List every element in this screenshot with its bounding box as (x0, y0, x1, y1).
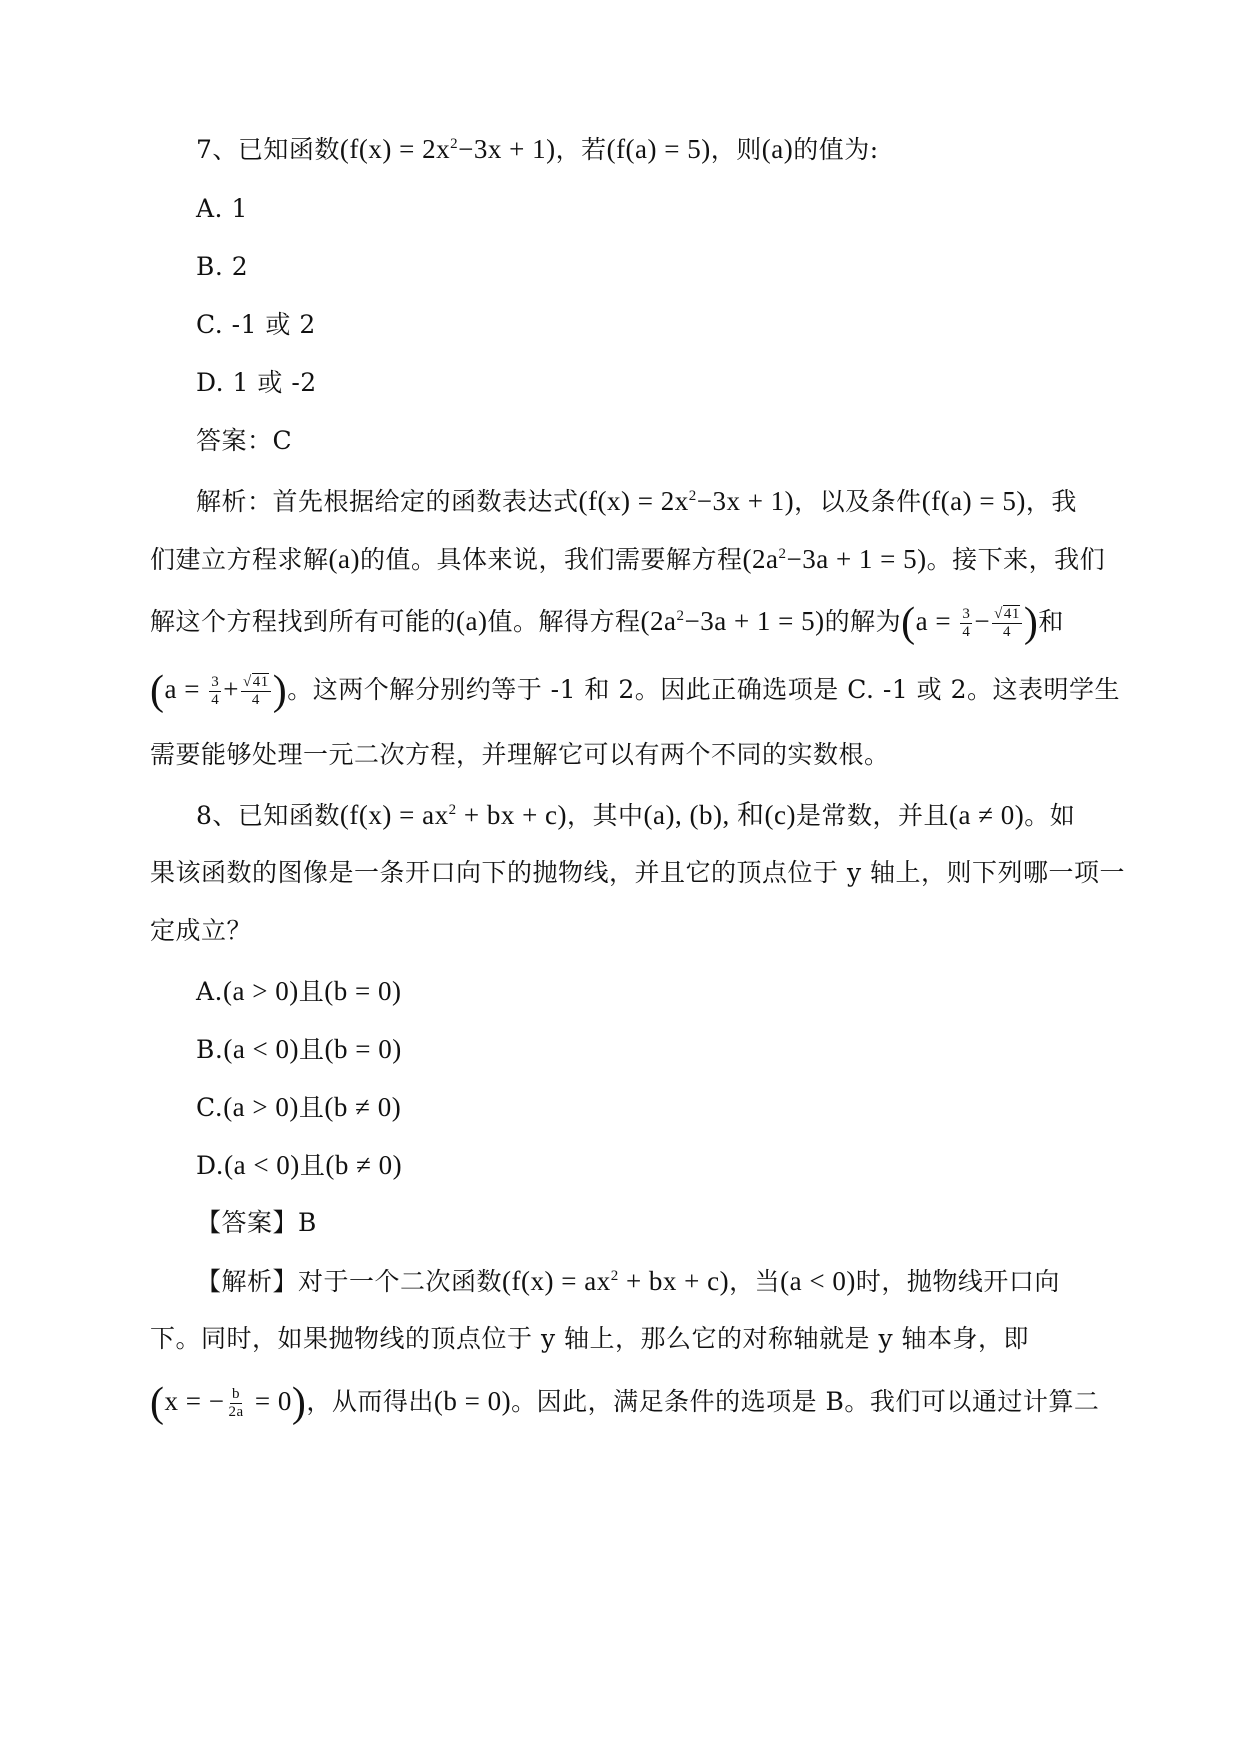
q8-stem-line-2: 果该函数的图像是一条开口向下的抛物线，并且它的顶点位于 y 轴上，则下列哪一项一 (150, 858, 1126, 887)
q7-answer: 答案：C (196, 426, 293, 455)
q7-option-a: A. 1 (196, 194, 248, 223)
q8-option-d: D.(a < 0)且(b ≠ 0) (196, 1150, 403, 1180)
q8-analysis-line-3: (x = − $\frac{b}{2a}$ = 0)，从而得出(b = 0)。因此，满足条件的选项是 B。我们可以通过计算二 (150, 1380, 1100, 1426)
q7-option-b: B. 2 (196, 252, 249, 281)
q8-answer: 【答案】B (196, 1208, 317, 1237)
q7-stem-function: $(f(x) = 2x^2-3x + 1)$ (339, 134, 556, 164)
q8-option-b: B.(a < 0)且(b = 0) (196, 1034, 402, 1064)
q7-solution-1: (a = $\frac{3}{4}$ − $\frac{√41}{4}$ ) (901, 600, 1039, 646)
q7-stem: 7、已知函数$(f(x) = 2x^2-3x + 1)$，若(f(a) = 5)，则(a)的值为: (196, 134, 879, 164)
q8-analysis-line-2: 下。同时，如果抛物线的顶点位于 y 轴上，那么它的对称轴就是 y 轴本身，即 (150, 1324, 1030, 1353)
q7-option-d: D. 1 或 -2 (196, 368, 317, 397)
q8-option-a: A.(a > 0)且(b = 0) (196, 976, 402, 1006)
q7-solution-2: (a = $\frac{3}{4}$ + $\frac{√41}{4}$ ) (150, 668, 288, 714)
q8-option-c: C.(a > 0)且(b ≠ 0) (196, 1092, 402, 1122)
q7-analysis-line-1: 解析：首先根据给定的函数表达式$(f(x) = 2x^2-3x + 1)$，以及条件(f(a) = 5)，我 (196, 486, 1077, 516)
q7-option-c: C. -1 或 2 (196, 310, 316, 339)
q8-analysis-line-1: 【解析】对于一个二次函数($f(x) = ax^2$ + bx + c)，当(a < 0)时，抛物线开口向 (196, 1266, 1060, 1296)
q8-stem-line-1: 8、已知函数($f(x) = ax^2$ + bx + c)，其中(a), (b), 和(c)是常数，并且(a ≠ 0)。如 (196, 800, 1076, 830)
q7-analysis-line-5: 需要能够处理一元二次方程，并理解它可以有两个不同的实数根。 (150, 740, 890, 769)
q7-analysis-line-3: 解这个方程找到所有可能的(a)值。解得方程$(2a^2-3a + 1 = 5)$的解为(a = $\frac{3}{4}$ − $\frac{√41}{4}$ )和 (150, 600, 1064, 646)
q8-axis-formula: (x = − $\frac{b}{2a}$ = 0) (150, 1380, 307, 1426)
q8-stem-line-3: 定成立？ (150, 916, 253, 945)
q7-analysis-line-4: (a = $\frac{3}{4}$ + $\frac{√41}{4}$ )。这两个解分别约等于 -1 和 2。因此正确选项是 C. -1 或 2。这表明学生 (150, 668, 1121, 714)
q7-analysis-line-2: 们建立方程求解(a)的值。具体来说，我们需要解方程$(2a^2-3a + 1 = 5)$。接下来，我们 (150, 544, 1106, 574)
